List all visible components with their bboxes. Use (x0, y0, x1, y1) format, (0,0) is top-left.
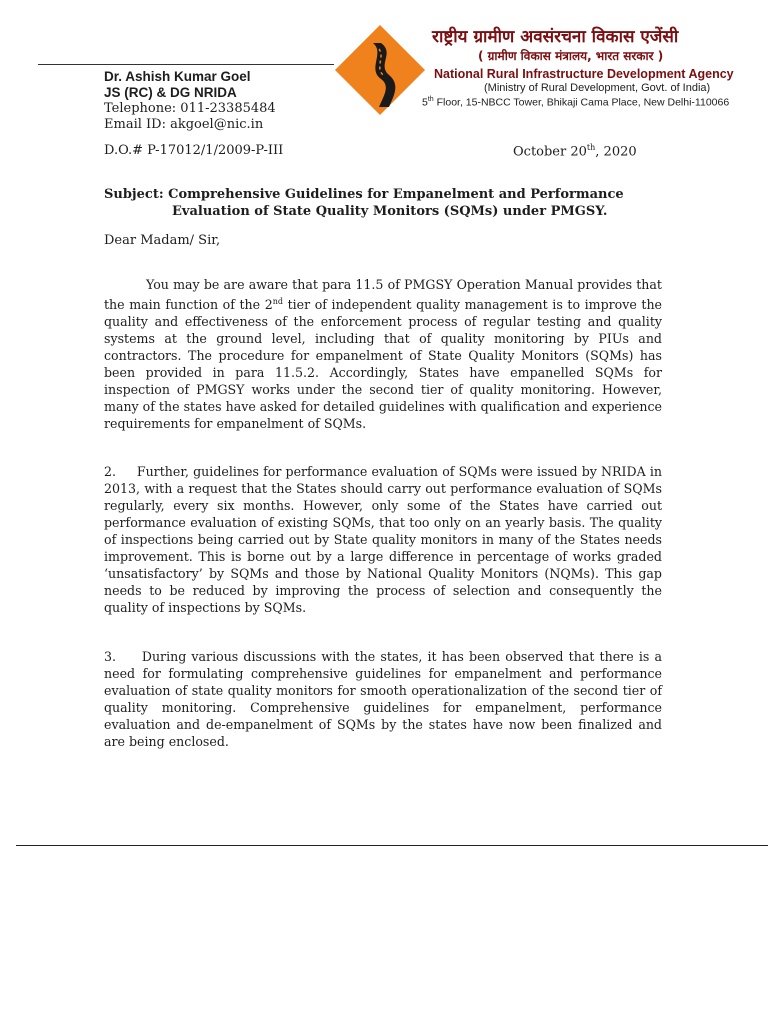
sender-name: Dr. Ashish Kumar Goel (104, 69, 251, 84)
date-ordinal: th (586, 143, 596, 152)
page-bottom-rule (16, 845, 768, 846)
paragraph-1-rest: tier of independent quality management is to improve the quality and effectiveness of the enforcement process of regular testing and quality systems at the ground level, including that of quality monitoring by PIUs and contractors. The procedure for empanelment of State Quality Monitors (SQMs) has been provided in para 11.5.2. Accordingly, States have empanelled SQMs for inspection of PMGSY works under the second tier of quality monitoring. However, many of the states have asked for detailed guidelines with qualification and experience requirements for empanelment of SQMs. (104, 297, 663, 432)
subject-line-2: Evaluation of State Quality Monitors (SQMs) under PMGSY. (172, 204, 608, 219)
letter-date (513, 143, 637, 159)
salutation: Dear Madam/ Sir, (104, 233, 221, 248)
agency-address (422, 96, 729, 109)
paragraph-1 (104, 276, 662, 432)
ministry-line: (Ministry of Rural Development, Govt. of India) (484, 82, 711, 94)
paragraph-1-ordinal: nd (272, 297, 283, 306)
sender-email: Email ID: akgoel@nic.in (104, 117, 264, 132)
address-floor-suffix: th (427, 96, 434, 103)
header-divider (38, 64, 334, 65)
sender-block (104, 69, 276, 133)
subject-line-1: Subject: Comprehensive Guidelines for Empanelment and Performance (104, 187, 624, 202)
address-rest: Floor, 15-NBCC Tower, Bhikaji Cama Place, New Delhi-110066 (433, 96, 730, 109)
do-reference-number: D.O.# P-17012/1/2009-P-III (104, 143, 284, 158)
paragraph-1-start: You may be are aware that para 11.5 of PMGSY Operation Manual provides that the main function of the 2 (104, 277, 662, 313)
ministry-hindi-subtitle: ( ग्रामीण विकास मंत्रालय, भारत सरकार ) (478, 49, 664, 63)
date-prefix: October 20 (513, 144, 587, 160)
sender-telephone: Telephone: 011-23385484 (104, 101, 276, 116)
date-suffix: , 2020 (595, 144, 637, 160)
sender-role: JS (RC) & DG NRIDA (104, 85, 237, 100)
road-logo-icon (333, 23, 427, 117)
paragraph-3: 3. During various discussions with the states, it has been observed that there is a need for formulating comprehensive guidelines for empanelment and performance evaluation of state quality monitors for smooth operationalization of the second tier of quality monitoring. Comprehensive guidelines for empanelment, performance evaluation and de-empanelment of SQMs by the states have now been finalized and are being enclosed. (104, 649, 662, 749)
agency-hindi-title: राष्ट्रीय ग्रामीण अवसंरचना विकास एजेंसी (432, 27, 679, 47)
subject-line (104, 186, 664, 220)
agency-name: National Rural Infrastructure Development Agency (434, 67, 734, 81)
address-floor-number: 5 (422, 96, 428, 109)
paragraph-2: 2. Further, guidelines for performance evaluation of SQMs were issued by NRIDA in 2013, with a request that the States should carry out performance evaluation of SQMs regularly, every six months. However, only some of the States have carried out performance evaluation of existing SQMs, that too only on an yearly basis. The quality of inspections being carried out by State quality monitors in many of the States needs improvement. This is borne out by a large difference in percentage of works graded ‘unsatisfactory’ by SQMs and those by National Quality Monitors (NQMs). This gap needs to be reduced by improving the process of selection and consequently the quality of inspections by SQMs. (104, 464, 662, 615)
